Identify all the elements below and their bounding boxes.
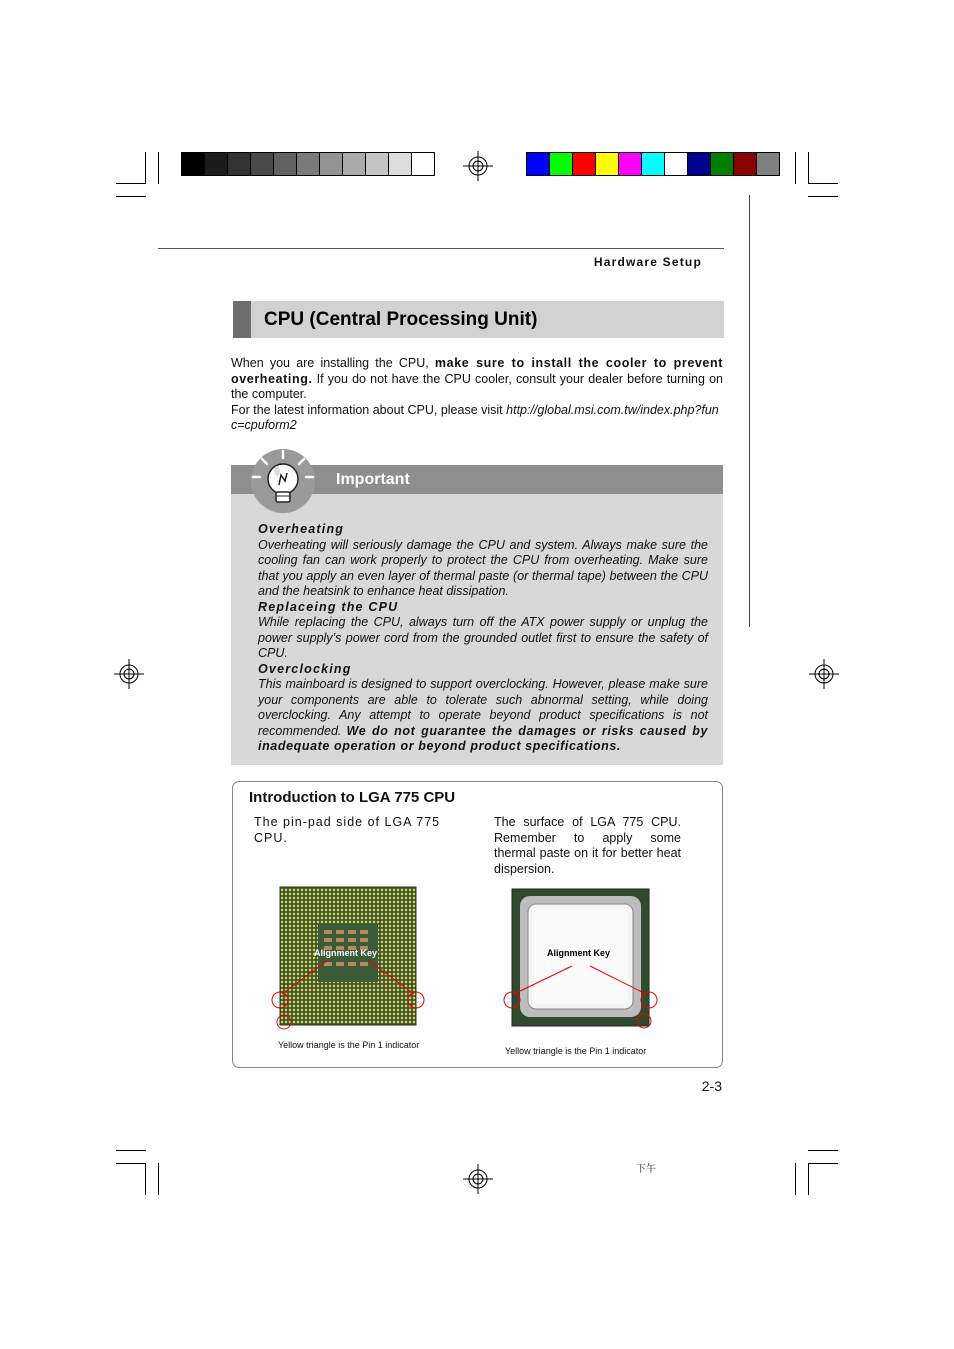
lga-left-description: The pin-pad side of LGA 775 CPU. (254, 815, 441, 845)
crop-mark (116, 1150, 146, 1151)
overclocking-warning: We do not guarantee the damages or risks caused by inadequate operation or beyond product specifications. (258, 723, 708, 753)
registration-mark-icon (114, 659, 144, 689)
crop-mark (116, 1163, 146, 1164)
overclocking-text-a: This mainboard is designed to support overclocking. However, please make sure your components are able to tolerate such abnormal setting, while doing overclocking. Any attempt to operate beyond product specifications is not recommended. (258, 677, 708, 738)
left-alignment-key-label: Alignment Key (314, 948, 378, 958)
crop-mark (808, 1150, 838, 1151)
right-alignment-key-label: Alignment Key (547, 948, 611, 958)
page-number: 2-3 (701, 1078, 722, 1094)
title-bar (233, 301, 724, 338)
right-pin1-caption: Yellow triangle is the Pin 1 indicator (505, 1046, 647, 1056)
crop-mark (145, 1163, 146, 1195)
registration-mark-icon (463, 151, 493, 181)
registration-mark-icon (463, 1164, 493, 1194)
lga-title: Introduction to LGA 775 CPU (249, 789, 456, 806)
crop-mark (795, 152, 796, 184)
crop-mark (808, 183, 838, 184)
cpu-pinpad-image (268, 884, 434, 1034)
crop-mark (158, 1163, 159, 1195)
cpu-info-link[interactable]: http://global.msi.com.tw/index.php?func=cpuform2 (231, 402, 719, 432)
grayscale-color-bar (181, 152, 435, 176)
registration-mark-icon (809, 659, 839, 689)
replacing-text: While replacing the CPU, always turn off the ATX power supply or unplug the power supply’s power cord from the grounded outlet first to ensure the safety of CPU. (258, 615, 708, 660)
replacing-heading: Replaceing the CPU (258, 599, 399, 614)
crop-mark (808, 1163, 809, 1195)
page-title: CPU (Central Processing Unit) (264, 309, 538, 330)
intro-emphasis: make sure to install the cooler to prevent overheating. (231, 356, 723, 386)
crop-mark (808, 1163, 838, 1164)
left-pin1-caption: Yellow triangle is the Pin 1 indicator (278, 1040, 420, 1050)
crop-mark (808, 196, 838, 197)
intro-link-lead: For the latest information about CPU, please visit (231, 402, 507, 417)
overclocking-heading: Overclocking (258, 661, 352, 676)
title-marker (233, 301, 251, 338)
important-text (258, 522, 708, 755)
intro-text-a: When you are installing the CPU, (231, 356, 435, 370)
overheating-heading: Overheating (258, 522, 345, 536)
intro-text (231, 356, 723, 434)
important-label: Important (336, 471, 410, 488)
lightbulb-icon (247, 447, 319, 515)
crop-mark (145, 152, 146, 184)
intro-paragraph (231, 356, 723, 403)
cpu-surface-image (500, 884, 662, 1034)
intro-link-paragraph (231, 403, 723, 434)
crop-mark (808, 152, 809, 184)
crop-mark (158, 152, 159, 184)
overclocking-text (258, 677, 708, 755)
process-color-bar (526, 152, 780, 176)
overheating-text: Overheating will seriously damage the CPU and system. Always make sure the cooling fan can work properly to protect the CPU from overheating. Make sure that you apply an even layer of thermal paste (or thermal tape) between the CPU and the heatsink to enhance heat dissipation. (258, 537, 708, 598)
margin-rule (749, 195, 750, 627)
lga-right-description: The surface of LGA 775 CPU. Remember to apply some thermal paste on it for better heat dispersion. (494, 815, 681, 876)
header-rule (158, 248, 724, 249)
footer-mark: 下午 (636, 1164, 656, 1175)
intro-text-c: If you do not have the CPU cooler, consult your dealer before turning on the computer. (231, 371, 723, 401)
crop-mark (116, 196, 146, 197)
section-label: Hardware Setup (593, 255, 702, 269)
crop-mark (795, 1163, 796, 1195)
crop-mark (116, 183, 146, 184)
